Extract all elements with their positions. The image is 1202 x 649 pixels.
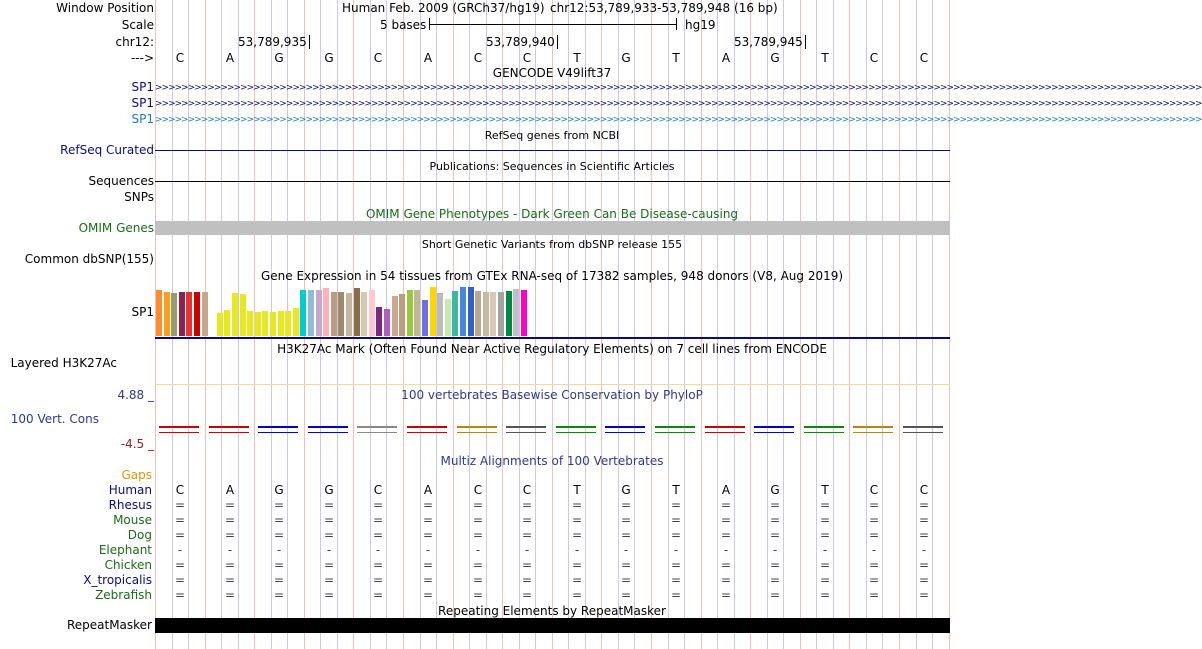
alignment-symbol: = bbox=[918, 573, 930, 587]
phylop-score-mark bbox=[655, 426, 695, 433]
gtex-tissue-bar[interactable] bbox=[346, 293, 352, 336]
alignment-symbol: - bbox=[574, 543, 580, 557]
phylop-score-mark bbox=[308, 426, 348, 433]
alignment-symbol: = bbox=[868, 558, 880, 572]
gtex-tissue-bar[interactable] bbox=[506, 291, 512, 336]
gtex-tissue-bar[interactable] bbox=[255, 312, 261, 336]
alignment-symbol: = bbox=[323, 528, 335, 542]
gtex-tissue-bar[interactable] bbox=[323, 288, 329, 336]
reference-base: T bbox=[573, 51, 581, 65]
human-base: C bbox=[473, 483, 483, 497]
gtex-tissue-bar[interactable] bbox=[316, 290, 322, 336]
h3k27ac-title: H3K27Ac Mark (Often Found Near Active Regulatory Elements) on 7 cell lines from ENCODE bbox=[277, 342, 827, 356]
alignment-symbol: - bbox=[475, 543, 481, 557]
alignment-symbol: = bbox=[670, 588, 682, 602]
gtex-tissue-bar[interactable] bbox=[460, 287, 466, 336]
dbsnp-label[interactable]: Common dbSNP(155) bbox=[24, 252, 154, 266]
gtex-tissue-bar[interactable] bbox=[217, 313, 223, 336]
reference-base: C bbox=[373, 51, 383, 65]
human-base: G bbox=[274, 483, 284, 497]
gtex-tissue-bar[interactable] bbox=[513, 289, 519, 336]
alignment-symbol: = bbox=[868, 573, 880, 587]
gtex-tissue-bar[interactable] bbox=[300, 290, 306, 336]
alignment-symbol: = bbox=[224, 573, 236, 587]
alignment-symbol: = bbox=[273, 588, 285, 602]
alignment-symbol: = bbox=[918, 588, 930, 602]
alignment-symbol: = bbox=[472, 513, 484, 527]
human-base: C bbox=[175, 483, 185, 497]
scale-text: 5 bases bbox=[380, 18, 427, 32]
human-base: G bbox=[770, 483, 780, 497]
gtex-tissue-bar[interactable] bbox=[498, 292, 504, 336]
alignment-symbol: = bbox=[224, 558, 236, 572]
alignment-symbol: - bbox=[227, 543, 233, 557]
reference-base: A bbox=[423, 51, 433, 65]
human-base: A bbox=[721, 483, 731, 497]
alignment-symbol: = bbox=[273, 573, 285, 587]
repeatmasker-feature[interactable] bbox=[155, 618, 950, 633]
gtex-tissue-bar[interactable] bbox=[338, 292, 344, 336]
gencode-transcript-3[interactable]: >>>>>>>>>>>>>>>>>>>>>>>>>>>>>>>>>>>>>>>>>>>>>>>>>>>>>>>>>>>>>>>>>>>>>>>>>>>>>>>>>>>>>>>>>>>>>>>>>>>>>>>>>>>>>>>>>>>>>>>>>>>>>>>>>>>>>>>>>>>>>>>>>>>>>>>>>>>>>>>> bbox=[155, 115, 1202, 125]
gtex-tissue-bar[interactable] bbox=[369, 290, 375, 336]
phylop-score-mark bbox=[159, 426, 199, 433]
phylop-score-mark bbox=[754, 426, 794, 433]
gtex-tissue-bar[interactable] bbox=[240, 294, 246, 336]
gtex-tissue-bar[interactable] bbox=[521, 290, 527, 336]
repeatmasker-label[interactable]: RepeatMasker bbox=[66, 618, 152, 632]
publications-line[interactable] bbox=[155, 181, 950, 182]
gtex-tissue-bar[interactable] bbox=[361, 292, 367, 336]
omim-feature[interactable] bbox=[155, 221, 950, 235]
gaps-label: Gaps bbox=[121, 468, 152, 482]
alignment-symbol: - bbox=[276, 543, 282, 557]
alignment-symbol: = bbox=[670, 573, 682, 587]
gencode-gene-label-2[interactable]: SP1 bbox=[131, 96, 154, 110]
alignment-symbol: = bbox=[620, 588, 632, 602]
grid-line bbox=[949, 0, 950, 649]
alignment-symbol: = bbox=[273, 498, 285, 512]
reference-base: C bbox=[175, 51, 185, 65]
alignment-symbol: = bbox=[868, 528, 880, 542]
phylop-score-mark bbox=[457, 426, 497, 433]
window-position-label: Window Position bbox=[56, 1, 154, 15]
alignment-symbol: = bbox=[472, 558, 484, 572]
alignment-symbol: = bbox=[571, 528, 583, 542]
alignment-symbol: = bbox=[422, 498, 434, 512]
alignment-symbol: = bbox=[174, 573, 186, 587]
phylop-min-label: -4.5 _ bbox=[120, 437, 154, 451]
alignment-symbol: = bbox=[769, 528, 781, 542]
strand-arrow-label: ---> bbox=[130, 51, 154, 65]
alignment-symbol: = bbox=[769, 573, 781, 587]
gtex-gene-line[interactable] bbox=[155, 337, 950, 339]
gtex-tissue-bar[interactable] bbox=[278, 311, 284, 336]
alignment-symbol: = bbox=[670, 558, 682, 572]
alignment-symbol: = bbox=[372, 528, 384, 542]
refseq-label[interactable]: RefSeq Curated bbox=[60, 143, 154, 157]
gtex-label[interactable]: SP1 bbox=[131, 305, 154, 319]
alignment-symbol: = bbox=[224, 498, 236, 512]
gtex-tissue-bar[interactable] bbox=[430, 287, 436, 336]
alignment-symbol: = bbox=[769, 513, 781, 527]
reference-base: G bbox=[621, 51, 631, 65]
human-base: A bbox=[225, 483, 235, 497]
human-base: C bbox=[522, 483, 532, 497]
alignment-symbol: = bbox=[819, 558, 831, 572]
window-position: chr12:53,789,933-53,789,948 (16 bp) bbox=[550, 1, 778, 15]
alignment-symbol: = bbox=[372, 558, 384, 572]
alignment-symbol: - bbox=[623, 543, 629, 557]
alignment-symbol: - bbox=[723, 543, 729, 557]
track-labels bbox=[0, 0, 154, 649]
gtex-tissue-bar[interactable] bbox=[262, 311, 268, 336]
gtex-tissue-bar[interactable] bbox=[331, 292, 337, 336]
gtex-tissue-bar[interactable] bbox=[186, 292, 192, 336]
alignment-symbol: - bbox=[425, 543, 431, 557]
alignment-symbol: = bbox=[422, 513, 434, 527]
phylop-score-mark bbox=[903, 426, 943, 433]
alignment-symbol: = bbox=[918, 498, 930, 512]
refseq-title: RefSeq genes from NCBI bbox=[484, 129, 620, 142]
assembly-name: Human Feb. 2009 (GRCh37/hg19) bbox=[342, 1, 545, 15]
gtex-tissue-bar[interactable] bbox=[164, 292, 170, 336]
phylop-score-mark bbox=[804, 426, 844, 433]
species-label[interactable]: Elephant bbox=[98, 543, 152, 557]
species-label[interactable]: Dog bbox=[127, 528, 152, 542]
alignment-symbol: = bbox=[174, 558, 186, 572]
alignment-symbol: = bbox=[472, 573, 484, 587]
alignment-symbol: = bbox=[819, 513, 831, 527]
alignment-symbol: = bbox=[323, 498, 335, 512]
gencode-gene-label-3[interactable]: SP1 bbox=[131, 112, 154, 126]
alignment-symbol: - bbox=[177, 543, 183, 557]
alignment-symbol: = bbox=[620, 573, 632, 587]
alignment-symbol: = bbox=[769, 588, 781, 602]
species-label[interactable]: Chicken bbox=[104, 558, 152, 572]
reference-base: A bbox=[721, 51, 731, 65]
reference-base: G bbox=[274, 51, 284, 65]
alignment-symbol: = bbox=[670, 528, 682, 542]
gtex-tissue-bar[interactable] bbox=[407, 290, 413, 336]
alignment-symbol: = bbox=[422, 588, 434, 602]
h3k27ac-baseline bbox=[155, 384, 950, 385]
alignment-symbol: = bbox=[571, 513, 583, 527]
phylop-score-mark bbox=[605, 426, 645, 433]
alignment-symbol: = bbox=[720, 513, 732, 527]
alignment-symbol: = bbox=[174, 513, 186, 527]
human-base: G bbox=[324, 483, 334, 497]
alignment-symbol: = bbox=[720, 558, 732, 572]
alignment-symbol: = bbox=[571, 573, 583, 587]
human-base: C bbox=[919, 483, 929, 497]
alignment-symbol: = bbox=[472, 588, 484, 602]
gencode-transcript-1[interactable]: >>>>>>>>>>>>>>>>>>>>>>>>>>>>>>>>>>>>>>>>>>>>>>>>>>>>>>>>>>>>>>>>>>>>>>>>>>>>>>>>>>>>>>>>>>>>>>>>>>>>>>>>>>>>>>>>>>>>>>>>>>>>>>>>>>>>>>>>>>>>>>>>>>>>>>>>>>>>>>>> bbox=[155, 83, 1202, 93]
publications-title: Publications: Sequences in Scientific Articles bbox=[429, 160, 675, 173]
dbsnp-title: Short Genetic Variants from dbSNP release 155 bbox=[421, 238, 683, 251]
repeatmasker-title: Repeating Elements by RepeatMasker bbox=[438, 604, 666, 618]
sequences-label[interactable]: Sequences bbox=[88, 174, 154, 188]
alignment-symbol: = bbox=[868, 588, 880, 602]
alignment-symbol: = bbox=[868, 498, 880, 512]
alignment-symbol: = bbox=[521, 513, 533, 527]
alignment-symbol: - bbox=[921, 543, 927, 557]
human-base: C bbox=[373, 483, 383, 497]
alignment-symbol: = bbox=[521, 558, 533, 572]
human-base: T bbox=[672, 483, 680, 497]
alignment-symbol: = bbox=[620, 528, 632, 542]
phylop-score-mark bbox=[407, 426, 447, 433]
multiz-title: Multiz Alignments of 100 Vertebrates bbox=[440, 454, 664, 468]
alignment-symbol: = bbox=[571, 588, 583, 602]
reference-base: C bbox=[869, 51, 879, 65]
alignment-symbol: - bbox=[375, 543, 381, 557]
alignment-symbol: = bbox=[224, 513, 236, 527]
alignment-symbol: = bbox=[224, 588, 236, 602]
phylop-score-mark bbox=[209, 426, 249, 433]
scale-bar bbox=[429, 18, 677, 30]
alignment-symbol: = bbox=[174, 528, 186, 542]
alignment-symbol: = bbox=[273, 528, 285, 542]
gtex-tissue-bar[interactable] bbox=[475, 291, 481, 336]
alignment-symbol: = bbox=[422, 558, 434, 572]
gtex-tissue-bar[interactable] bbox=[224, 310, 230, 336]
gtex-tissue-bar[interactable] bbox=[399, 294, 405, 336]
alignment-symbol: = bbox=[670, 498, 682, 512]
alignment-symbol: = bbox=[323, 573, 335, 587]
alignment-symbol: = bbox=[769, 498, 781, 512]
alignment-symbol: = bbox=[819, 528, 831, 542]
alignment-symbol: = bbox=[571, 498, 583, 512]
human-base: T bbox=[573, 483, 581, 497]
alignment-symbol: = bbox=[521, 498, 533, 512]
gtex-tissue-bar[interactable] bbox=[437, 293, 443, 336]
position-tick-1: 53,789,935 bbox=[238, 35, 310, 49]
human-base: C bbox=[869, 483, 879, 497]
gtex-tissue-bar[interactable] bbox=[232, 293, 238, 336]
reference-base: C bbox=[522, 51, 532, 65]
alignment-symbol: = bbox=[422, 528, 434, 542]
alignment-symbol: = bbox=[571, 558, 583, 572]
chrom-label: chr12: bbox=[115, 35, 154, 49]
alignment-symbol: = bbox=[323, 558, 335, 572]
alignment-symbol: = bbox=[174, 588, 186, 602]
gtex-chart[interactable] bbox=[155, 284, 555, 336]
species-label[interactable]: Mouse bbox=[113, 513, 152, 527]
alignment-symbol: = bbox=[620, 498, 632, 512]
refseq-gene-line[interactable] bbox=[155, 150, 950, 151]
omim-title: OMIM Gene Phenotypes - Dark Green Can Be Disease-causing bbox=[365, 207, 739, 221]
alignment-symbol: - bbox=[326, 543, 332, 557]
position-tick-2: 53,789,940 bbox=[486, 35, 558, 49]
alignment-symbol: = bbox=[918, 513, 930, 527]
alignment-symbol: = bbox=[918, 558, 930, 572]
alignment-symbol: = bbox=[720, 528, 732, 542]
species-label[interactable]: Zebrafish bbox=[95, 588, 152, 602]
reference-base: C bbox=[919, 51, 929, 65]
reference-base: T bbox=[672, 51, 680, 65]
species-label[interactable]: Human bbox=[108, 483, 152, 497]
species-label[interactable]: Rhesus bbox=[108, 498, 152, 512]
gtex-tissue-bar[interactable] bbox=[490, 292, 496, 336]
gtex-tissue-bar[interactable] bbox=[452, 291, 458, 336]
phylop-graph[interactable] bbox=[155, 420, 950, 440]
alignment-symbol: = bbox=[868, 513, 880, 527]
alignment-symbol: - bbox=[772, 543, 778, 557]
phylop-title: 100 vertebrates Basewise Conservation by PhyloP bbox=[401, 388, 703, 402]
alignment-symbol: = bbox=[769, 558, 781, 572]
gtex-tissue-bar[interactable] bbox=[392, 296, 398, 336]
gtex-tissue-bar[interactable] bbox=[445, 299, 451, 336]
human-base: T bbox=[821, 483, 829, 497]
gtex-title: Gene Expression in 54 tissues from GTEx RNA-seq of 17382 samples, 948 donors (V8, Aug 2019) bbox=[260, 269, 844, 283]
alignment-symbol: = bbox=[720, 573, 732, 587]
alignment-symbol: = bbox=[521, 528, 533, 542]
alignment-symbol: - bbox=[673, 543, 679, 557]
scale-label: Scale bbox=[121, 18, 154, 32]
alignment-symbol: = bbox=[521, 588, 533, 602]
alignment-symbol: = bbox=[521, 573, 533, 587]
gencode-transcript-2[interactable]: >>>>>>>>>>>>>>>>>>>>>>>>>>>>>>>>>>>>>>>>>>>>>>>>>>>>>>>>>>>>>>>>>>>>>>>>>>>>>>>>>>>>>>>>>>>>>>>>>>>>>>>>>>>>>>>>>>>>>>>>>>>>>>>>>>>>>>>>>>>>>>>>>>>>>>>>>>>>>>>> bbox=[155, 99, 1202, 109]
human-base: A bbox=[423, 483, 433, 497]
gtex-tissue-bar[interactable] bbox=[156, 290, 162, 336]
phylop-max-label: 4.88 _ bbox=[117, 388, 154, 402]
omim-label[interactable]: OMIM Genes bbox=[78, 221, 154, 235]
alignment-symbol: = bbox=[720, 588, 732, 602]
alignment-symbol: = bbox=[422, 573, 434, 587]
gtex-tissue-bar[interactable] bbox=[171, 293, 177, 336]
alignment-symbol: = bbox=[472, 528, 484, 542]
reference-base: T bbox=[821, 51, 829, 65]
alignment-symbol: = bbox=[620, 558, 632, 572]
reference-base: G bbox=[770, 51, 780, 65]
gtex-tissue-bar[interactable] bbox=[247, 311, 253, 336]
alignment-symbol: - bbox=[524, 543, 530, 557]
alignment-symbol: = bbox=[720, 498, 732, 512]
alignment-symbol: = bbox=[620, 513, 632, 527]
alignment-symbol: = bbox=[918, 528, 930, 542]
gtex-tissue-bar[interactable] bbox=[308, 290, 314, 336]
gtex-tissue-bar[interactable] bbox=[202, 292, 208, 336]
alignment-symbol: = bbox=[819, 498, 831, 512]
gtex-tissue-bar[interactable] bbox=[270, 312, 276, 336]
alignment-symbol: = bbox=[819, 573, 831, 587]
reference-base: C bbox=[473, 51, 483, 65]
gtex-tissue-bar[interactable] bbox=[483, 292, 489, 336]
alignment-symbol: = bbox=[273, 558, 285, 572]
phylop-score-mark bbox=[705, 426, 745, 433]
species-label[interactable]: X_tropicalis bbox=[83, 573, 152, 587]
phylop-score-mark bbox=[357, 426, 397, 433]
reference-base: G bbox=[324, 51, 334, 65]
gtex-tissue-bar[interactable] bbox=[468, 287, 474, 336]
phylop-label[interactable]: 100 Vert. Cons bbox=[10, 412, 99, 426]
tracks-area[interactable] bbox=[155, 0, 1202, 649]
gtex-tissue-bar[interactable] bbox=[194, 292, 200, 336]
gtex-tissue-bar[interactable] bbox=[285, 311, 291, 336]
alignment-symbol: = bbox=[224, 528, 236, 542]
gencode-gene-label-1[interactable]: SP1 bbox=[131, 80, 154, 94]
h3k27ac-label[interactable]: Layered H3K27Ac bbox=[10, 356, 117, 370]
snps-label[interactable]: SNPs bbox=[124, 190, 154, 204]
phylop-score-mark bbox=[506, 426, 546, 433]
gtex-tissue-bar[interactable] bbox=[179, 292, 185, 336]
position-tick-3: 53,789,945 bbox=[734, 35, 806, 49]
alignment-symbol: = bbox=[372, 498, 384, 512]
alignment-symbol: = bbox=[323, 513, 335, 527]
gencode-title: GENCODE V49lift37 bbox=[492, 66, 612, 80]
human-base: G bbox=[621, 483, 631, 497]
reference-base: A bbox=[225, 51, 235, 65]
alignment-symbol: = bbox=[819, 588, 831, 602]
phylop-score-mark bbox=[556, 426, 596, 433]
alignment-symbol: = bbox=[372, 588, 384, 602]
gtex-tissue-bar[interactable] bbox=[414, 290, 420, 336]
alignment-symbol: = bbox=[273, 513, 285, 527]
alignment-symbol: = bbox=[372, 573, 384, 587]
scale-db: hg19 bbox=[685, 18, 716, 32]
alignment-symbol: = bbox=[323, 588, 335, 602]
alignment-symbol: - bbox=[871, 543, 877, 557]
phylop-score-mark bbox=[258, 426, 298, 433]
gtex-tissue-bar[interactable] bbox=[293, 308, 299, 336]
alignment-symbol: = bbox=[174, 498, 186, 512]
alignment-symbol: = bbox=[472, 498, 484, 512]
alignment-symbol: = bbox=[670, 513, 682, 527]
alignment-symbol: - bbox=[822, 543, 828, 557]
gtex-tissue-bar[interactable] bbox=[384, 309, 390, 336]
gtex-tissue-bar[interactable] bbox=[376, 307, 382, 336]
phylop-score-mark bbox=[853, 426, 893, 433]
gtex-tissue-bar[interactable] bbox=[354, 288, 360, 336]
gtex-tissue-bar[interactable] bbox=[422, 300, 428, 336]
alignment-symbol: = bbox=[372, 513, 384, 527]
